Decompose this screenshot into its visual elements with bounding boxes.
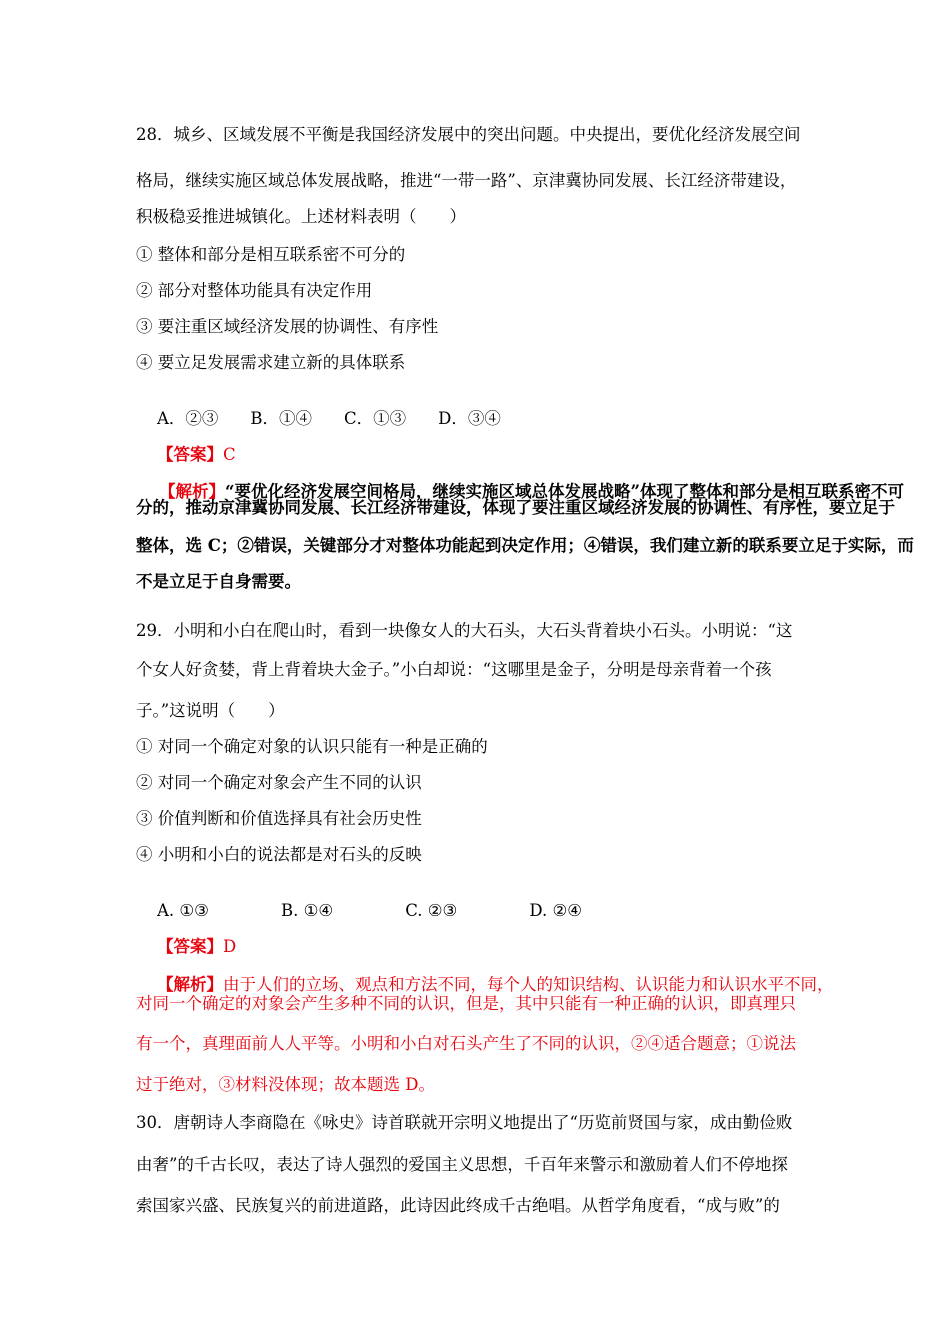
q28-choice-a: A．②③ — [156, 409, 219, 428]
q28-analysis-line-2: 分的，推动京津冀协同发展、长江经济带建设，体现了要注重区域经济发展的协调性、有序性，要立足于 — [136, 498, 895, 517]
q30-stem-line-2: 由奢”的千古长叹，表达了诗人强烈的爱国主义思想，千百年来警示和激励着人们不停地探 — [136, 1155, 788, 1174]
q29-analysis-line-3: 有一个，真理面前人人平等。小明和小白对石头产生了不同的认识，②④适合题意；①说法 — [136, 1034, 796, 1053]
q29-option-2: ② 对同一个确定对象会产生不同的认识 — [136, 773, 422, 792]
q29-choice-a: A. ①③ — [156, 901, 209, 920]
q29-choice-c: C. ②③ — [405, 901, 458, 920]
q29-option-1: ① 对同一个确定对象的认识只能有一种是正确的 — [136, 737, 488, 756]
q28-answer-value: C — [222, 445, 236, 464]
q28-analysis-tag: 【解析】 — [158, 482, 225, 501]
q28-choice-b: B．①④ — [250, 409, 313, 428]
q29-analysis-line-4: 过于绝对，③材料没体现；故本题选 D。 — [136, 1075, 435, 1094]
q29-analysis-line-2: 对同一个确定的对象会产生多种不同的认识，但是，其中只能有一种正确的认识，即真理只 — [136, 994, 796, 1013]
q29-answer-tag: 【答案】 — [156, 937, 223, 956]
q29-choice-b: B. ①④ — [280, 901, 334, 920]
q28-option-2: ② 部分对整体功能具有决定作用 — [136, 281, 373, 300]
q28-option-4: ④ 要立足发展需求建立新的具体联系 — [136, 353, 406, 372]
q30-stem-line-3: 索国家兴盛、民族复兴的前进道路，此诗因此终成千古绝唱。从哲学角度看，“成与败”的 — [136, 1196, 780, 1215]
q28-answer-tag: 【答案】 — [156, 445, 223, 464]
q29-analysis-text-1: 由于人们的立场、观点和方法不同，每个人的知识结构、认识能力和认识水平不同， — [222, 975, 834, 994]
q29-option-3: ③ 价值判断和价值选择具有社会历史性 — [136, 809, 422, 828]
q28-option-1: ① 整体和部分是相互联系密不可分的 — [136, 245, 406, 264]
q29-stem-line-3: 子。”这说明（ ） — [136, 701, 285, 720]
q28-option-3: ③ 要注重区域经济发展的协调性、有序性 — [136, 317, 439, 336]
q28-stem-line-3: 积极稳妥推进城镇化。上述材料表明（ ） — [136, 207, 466, 226]
q29-answer-value: D — [222, 937, 237, 956]
q29-option-4: ④ 小明和小白的说法都是对石头的反映 — [136, 845, 422, 864]
q28-choice-d: D．③④ — [438, 409, 501, 428]
q29-stem-line-2: 个女人好贪婪，背上背着块大金子。”小白却说：“这哪里是金子，分明是母亲背着一个孩 — [136, 660, 772, 679]
q29-choice-d: D. ②④ — [529, 901, 583, 920]
q29-stem-line-1: 29．小明和小白在爬山时，看到一块像女人的大石头，大石头背着块小石头。小明说：“这 — [136, 621, 793, 640]
q28-stem-line-2: 格局，继续实施区域总体发展战略，推进“一带一路”、京津冀协同发展、长江经济带建设， — [136, 171, 797, 190]
q28-analysis-line-4: 不是立足于自身需要。 — [136, 572, 301, 591]
q30-stem-line-1: 30．唐朝诗人李商隐在《咏史》诗首联就开宗明义地提出了“历览前贤国与家，成由勤俭败 — [136, 1113, 793, 1132]
q28-choice-c: C．①③ — [344, 409, 407, 428]
q28-analysis-text-1: “要优化经济发展空间格局，继续实施区域总体发展战略”体现了整体和部分是相互联系密不可 — [224, 482, 904, 501]
q28-analysis-line-3: 整体，选 C；②错误，关键部分才对整体功能起到决定作用；④错误，我们建立新的联系要立足于实际，而 — [136, 536, 914, 555]
q28-stem-line-1: 28．城乡、区域发展不平衡是我国经济发展中的突出问题。中央提出，要优化经济发展空间 — [136, 125, 801, 144]
q29-analysis-tag: 【解析】 — [156, 975, 223, 994]
